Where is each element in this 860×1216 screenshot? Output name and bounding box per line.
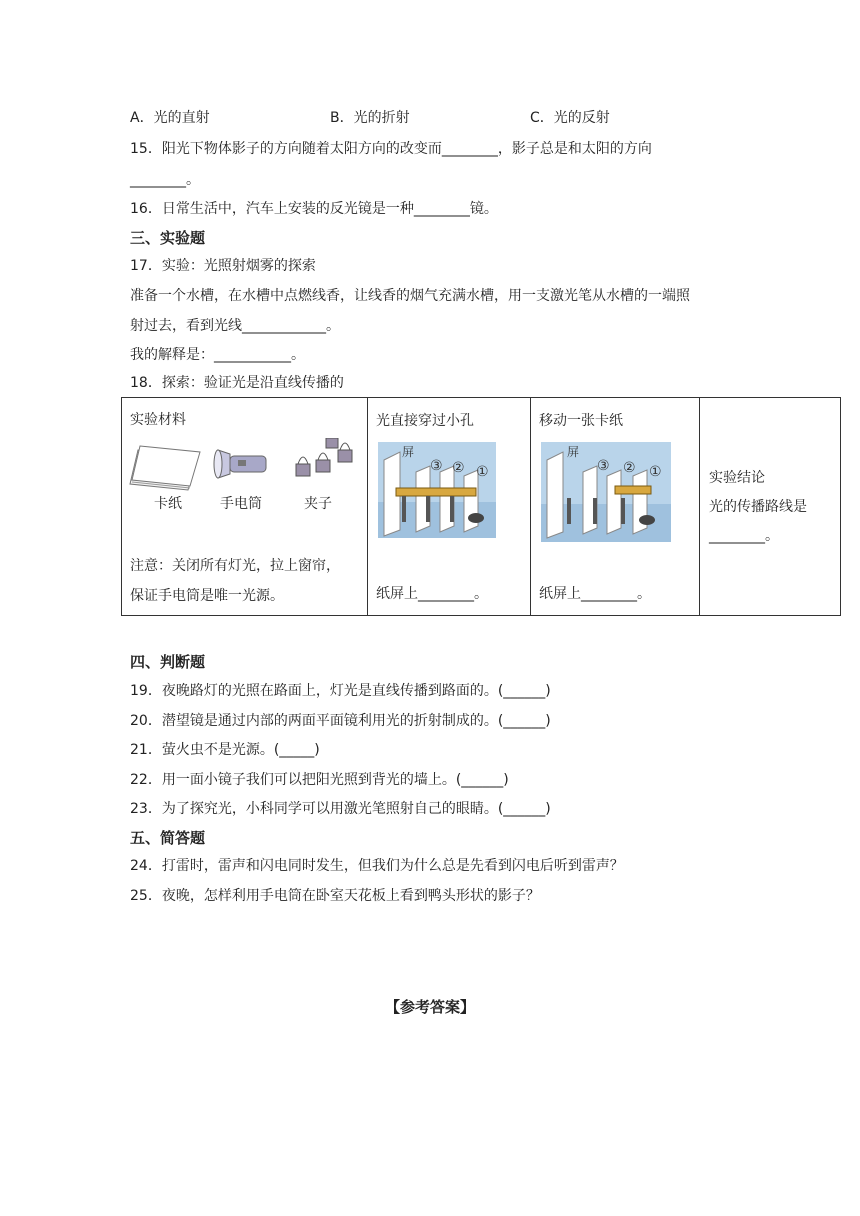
question-16: 16．日常生活中，汽车上安装的反光镜是一种________镜。: [130, 201, 498, 217]
move-card-diagram: [541, 442, 671, 542]
move-card-result: 纸屏上________。: [539, 586, 651, 602]
question-24: 24．打雷时，雷声和闪电同时发生，但我们为什么总是先看到闪电后听到雷声？: [130, 858, 624, 874]
move-card-title: 移动一张卡纸: [539, 413, 623, 429]
diagram-label-screen: 屏: [567, 445, 580, 459]
diagram-label-3: ③: [430, 458, 443, 474]
conclusion-blank: ________。: [709, 528, 779, 544]
section-judgement-heading: 四、判断题: [130, 653, 206, 671]
q14-option-c: C．光的反射: [530, 110, 610, 126]
question-22: 22．用一面小镜子我们可以把阳光照到背光的墙上。(______): [130, 772, 509, 788]
pinhole-direct-diagram: [378, 442, 496, 538]
question-18-title: 18．探索：验证光是沿直线传播的: [130, 375, 344, 391]
diagram-label-screen: 屏: [402, 445, 415, 459]
question-17-line2: 射过去，看到光线____________。: [130, 318, 340, 334]
question-17-title: 17．实验：光照射烟雾的探索: [130, 258, 316, 274]
question-17-line3: 我的解释是：___________。: [130, 347, 305, 363]
material-label-card: 卡纸: [154, 496, 182, 512]
question-25: 25．夜晚，怎样利用手电筒在卧室天花板上看到鸭头形状的影子？: [130, 888, 540, 904]
diagram-label-2: ②: [452, 460, 465, 476]
conclusion-title: 实验结论: [709, 470, 765, 486]
diagram-label-1: ①: [476, 464, 489, 480]
conclusion-cell: [700, 398, 841, 616]
diagram-label-2: ②: [623, 460, 636, 476]
materials-title: 实验材料: [130, 412, 186, 428]
question-15: 15．阳光下物体影子的方向随着太阳方向的改变而________，影子总是和太阳的方向: [130, 141, 652, 157]
q14-option-b: B．光的折射: [330, 110, 410, 126]
question-23: 23．为了探究光，小科同学可以用激光笔照射自己的眼睛。(______): [130, 801, 551, 817]
experiment-table: [121, 397, 841, 616]
q14-option-a: A．光的直射: [130, 110, 210, 126]
material-label-clip: 夹子: [304, 496, 332, 512]
material-label-flashlight: 手电筒: [220, 496, 262, 512]
flashlight-icon: [214, 450, 266, 478]
clip-icon: [296, 438, 352, 476]
pinhole-direct-title: 光直接穿过小孔: [376, 413, 474, 429]
diagram-label-3: ③: [597, 458, 610, 474]
conclusion-text: 光的传播路线是: [709, 499, 807, 515]
section-experiment-heading: 三、实验题: [130, 229, 206, 247]
pinhole-direct-cell: [368, 398, 531, 616]
question-17-line1: 准备一个水槽，在水槽中点燃线香，让线香的烟气充满水槽，用一支激光笔从水槽的一端照: [130, 288, 690, 304]
diagram-label-1: ①: [649, 464, 662, 480]
question-15-continued: ________。: [130, 172, 200, 188]
move-card-cell: [531, 398, 700, 616]
pinhole-direct-result: 纸屏上________。: [376, 586, 488, 602]
question-21: 21．萤火虫不是光源。(_____): [130, 742, 320, 758]
question-20: 20．潜望镜是通过内部的两面平面镜利用光的折射制成的。(______): [130, 713, 551, 729]
reference-answer-heading: 【参考答案】: [384, 998, 475, 1016]
materials-note-line1: 注意：关闭所有灯光，拉上窗帘，: [130, 558, 340, 574]
question-19: 19．夜晚路灯的光照在路面上，灯光是直线传播到路面的。(______): [130, 683, 551, 699]
materials-cell: [122, 398, 368, 616]
card-paper-icon: [130, 446, 200, 490]
materials-note-line2: 保证手电筒是唯一光源。: [130, 588, 284, 604]
section-short-answer-heading: 五、简答题: [130, 829, 206, 847]
